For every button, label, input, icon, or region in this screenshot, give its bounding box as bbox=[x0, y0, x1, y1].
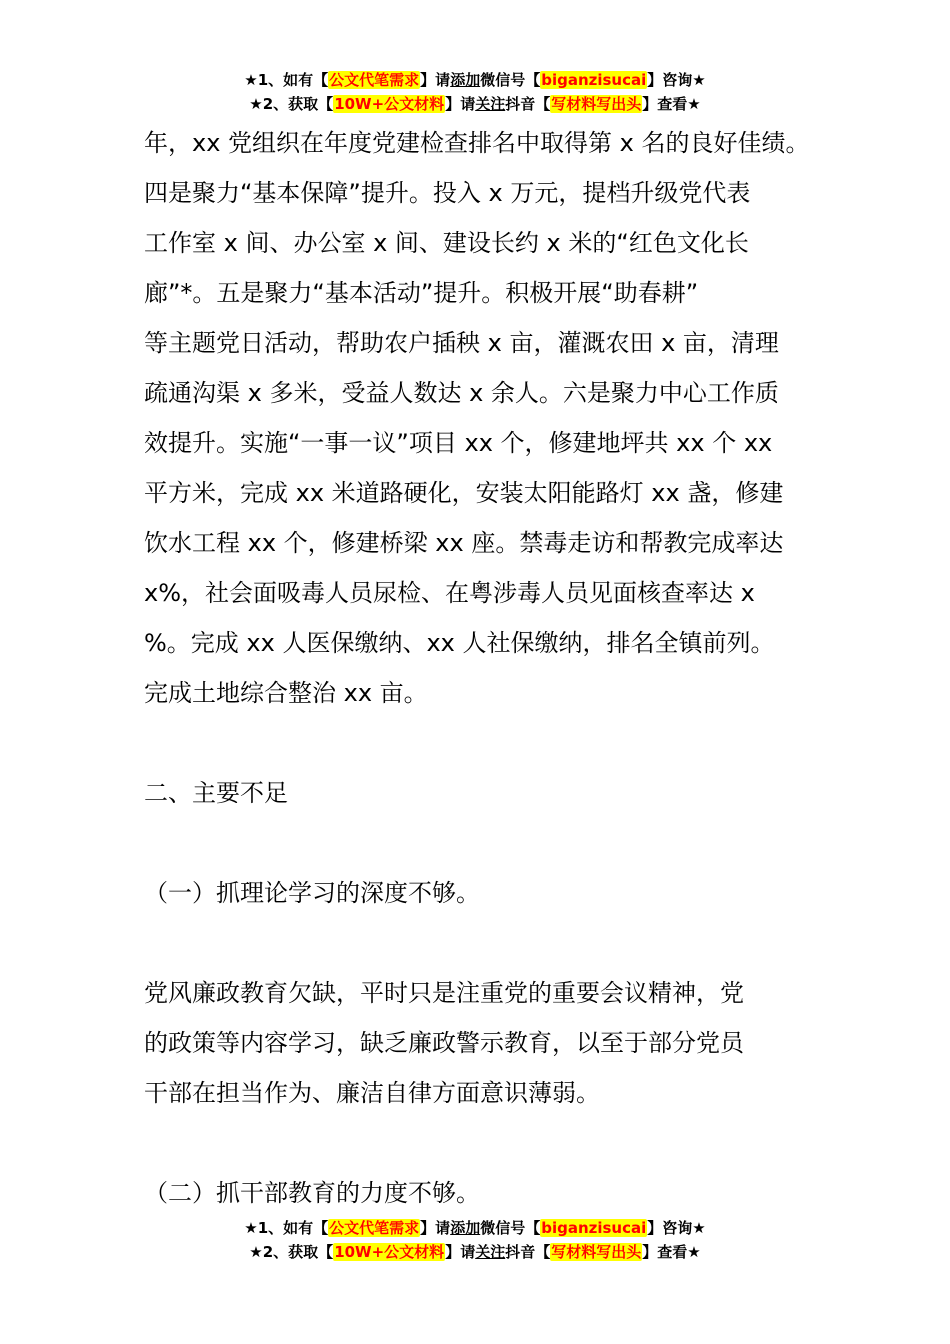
banner-line-2 bbox=[0, 1240, 950, 1264]
body-line: 等主题党日活动，帮助农户插秧 x 亩，灌溉农田 x 亩，清理 bbox=[144, 329, 779, 357]
body-line: 四是聚力“基本保障”提升。投入 x 万元，提档升级党代表 bbox=[144, 179, 751, 207]
subsection-heading: （二）抓干部教育的力度不够。 bbox=[144, 1179, 480, 1207]
body-line: x%，社会面吸毒人员尿检、在粤涉毒人员见面核查率达 x bbox=[144, 579, 755, 607]
body-line: 廊”*。五是聚力“基本活动”提升。积极开展“助春耕” bbox=[144, 279, 699, 307]
body-line: 完成土地综合整治 xx 亩。 bbox=[144, 679, 428, 707]
banner-text: 微信号【 bbox=[480, 1219, 541, 1237]
section-heading: 二、主要不足 bbox=[144, 779, 288, 807]
banner-text: 】查看★ bbox=[642, 95, 701, 113]
subsection-heading: （一）抓理论学习的深度不够。 bbox=[144, 879, 480, 907]
banner-underlined-text: 添加 bbox=[450, 71, 481, 89]
body-line: 疏通沟渠 x 多米，受益人数达 x 余人。六是聚力中心工作质 bbox=[144, 379, 779, 407]
banner-text: 】请 bbox=[445, 1243, 476, 1261]
banner-text: 抖音【 bbox=[505, 1243, 551, 1261]
banner-highlight: 10W+公文材料 bbox=[334, 95, 445, 113]
document-body bbox=[144, 118, 824, 1218]
banner-text: 微信号【 bbox=[480, 71, 541, 89]
banner-wechat-id: biganzisucai bbox=[541, 1219, 647, 1237]
banner-text: 抖音【 bbox=[505, 95, 551, 113]
footer-banner bbox=[0, 1216, 950, 1264]
header-banner bbox=[0, 68, 950, 116]
banner-underlined-text: 添加 bbox=[450, 1219, 481, 1237]
banner-text: ★2、获取【 bbox=[249, 95, 334, 113]
body-line: %。完成 xx 人医保缴纳、xx 人社保缴纳，排名全镇前列。 bbox=[144, 629, 775, 657]
banner-underlined-text: 关注 bbox=[475, 95, 506, 113]
banner-text: 】请 bbox=[445, 95, 476, 113]
body-line: 党风廉政教育欠缺，平时只是注重党的重要会议精神，党 bbox=[144, 979, 744, 1007]
body-line: 平方米，完成 xx 米道路硬化，安装太阳能路灯 xx 盏，修建 bbox=[144, 479, 784, 507]
banner-text: ★1、如有【 bbox=[244, 71, 329, 89]
body-line: 工作室 x 间、办公室 x 间、建设长约 x 米的“红色文化长 bbox=[144, 229, 749, 257]
body-line: 饮水工程 xx 个，修建桥梁 xx 座。禁毒走访和帮教完成率达 bbox=[144, 529, 784, 557]
banner-text: 】请 bbox=[420, 71, 451, 89]
banner-highlight: 公文代笔需求 bbox=[329, 71, 420, 89]
banner-line-1 bbox=[0, 68, 950, 92]
banner-text: 】咨询★ bbox=[647, 71, 706, 89]
body-line: 年，xx 党组织在年度党建检查排名中取得第 x 名的良好佳绩。 bbox=[144, 129, 810, 157]
banner-douyin-id: 写材料写出头 bbox=[551, 95, 642, 113]
banner-text: 】咨询★ bbox=[647, 1219, 706, 1237]
banner-text: ★2、获取【 bbox=[249, 1243, 334, 1261]
banner-wechat-id: biganzisucai bbox=[541, 71, 647, 89]
banner-douyin-id: 写材料写出头 bbox=[551, 1243, 642, 1261]
banner-line-2 bbox=[0, 92, 950, 116]
banner-text: 】查看★ bbox=[642, 1243, 701, 1261]
banner-text: ★1、如有【 bbox=[244, 1219, 329, 1237]
banner-highlight: 10W+公文材料 bbox=[334, 1243, 445, 1261]
banner-line-1 bbox=[0, 1216, 950, 1240]
body-line: 干部在担当作为、廉洁自律方面意识薄弱。 bbox=[144, 1079, 600, 1107]
body-line: 效提升。实施“一事一议”项目 xx 个，修建地坪共 xx 个 xx bbox=[144, 429, 773, 457]
banner-underlined-text: 关注 bbox=[475, 1243, 506, 1261]
banner-text: 】请 bbox=[420, 1219, 451, 1237]
body-line: 的政策等内容学习，缺乏廉政警示教育，以至于部分党员 bbox=[144, 1029, 744, 1057]
banner-highlight: 公文代笔需求 bbox=[329, 1219, 420, 1237]
